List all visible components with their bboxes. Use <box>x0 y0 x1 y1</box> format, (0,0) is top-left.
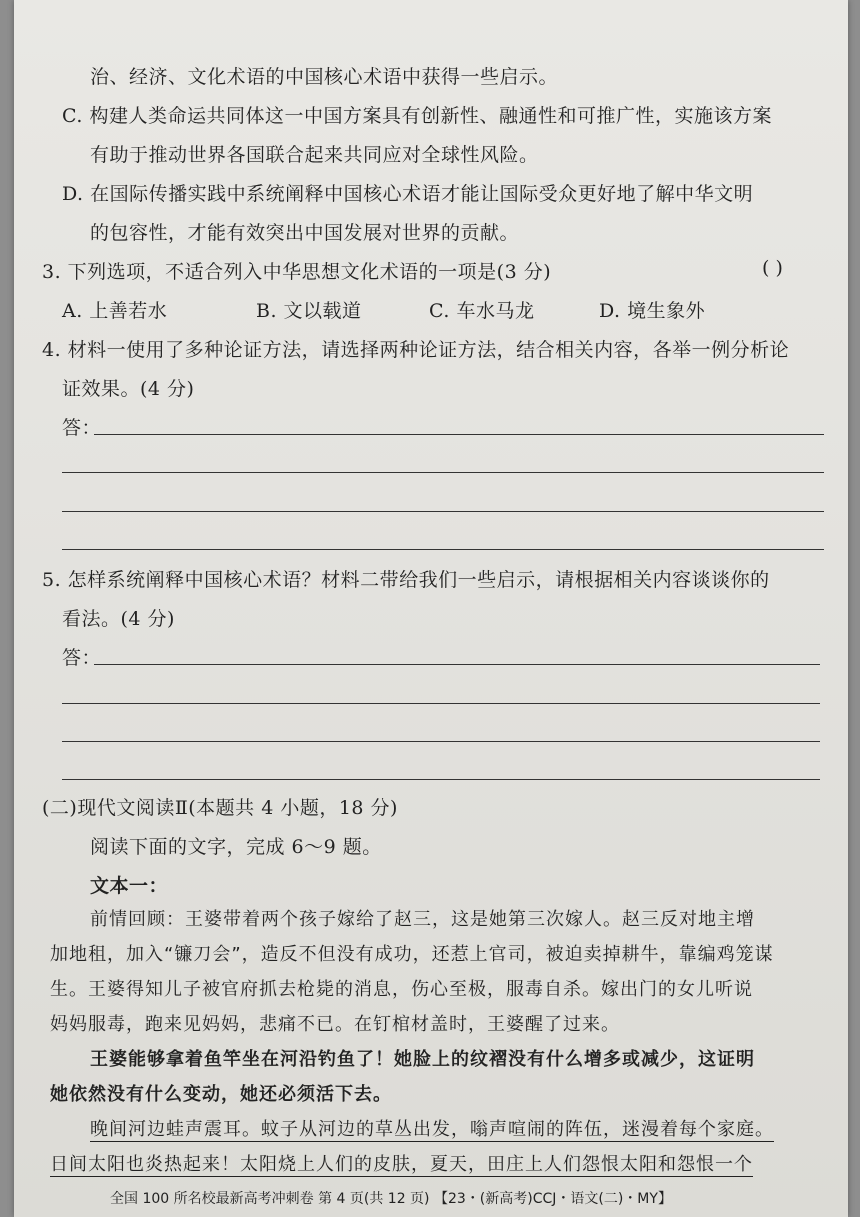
question-4-stem-line-2: 证效果。(4 分) <box>62 378 195 400</box>
section-2-heading: (二)现代文阅读Ⅱ(本题共 4 小题，18 分) <box>42 797 398 819</box>
question-4-stem-line-1: 4. 材料一使用了多种论证方法，请选择两种论证方法，结合相关内容，各举一例分析论 <box>42 339 790 361</box>
question-4-answer-line[interactable] <box>62 472 824 473</box>
question-4-answer-line[interactable] <box>94 434 824 435</box>
recap-line-4: 妈妈服毒，跑来见妈妈，悲痛不已。在钉棺材盖时，王婆醒了过来。 <box>50 1014 620 1035</box>
page-footer: 全国 100 所名校最新高考冲刺卷 第 4 页(共 12 页) 【23・(新高考)CCJ・语文(二)・MY】 <box>110 1191 672 1207</box>
story-paragraph-2-line-2: 日间太阳也炎热起来！太阳烧上人们的皮肤，夏天，田庄上人们怨恨太阳和怨恨一个 <box>50 1154 753 1175</box>
question-3-option-b: B. 文以载道 <box>256 300 362 322</box>
section-2-instruction: 阅读下面的文字，完成 6～9 题。 <box>90 836 382 858</box>
question-5-answer-line[interactable] <box>62 741 820 742</box>
option-c-line-1: C. 构建人类命运共同体这一中国方案具有创新性、融通性和可推广性，实施该方案 <box>62 105 772 127</box>
story-paragraph-1-line-1: 王婆能够拿着鱼竿坐在河沿钓鱼了！她脸上的纹褶没有什么增多或减少，这证明 <box>90 1049 755 1070</box>
story-paragraph-2-line-1: 晚间河边蛙声震耳。蚊子从河边的草丛出发，嗡声喧闹的阵伍，迷漫着每个家庭。 <box>90 1119 774 1140</box>
option-b-continuation: 治、经济、文化术语的中国核心术语中获得一些启示。 <box>90 66 559 88</box>
question-3-stem: 3. 下列选项，不适合列入中华思想文化术语的一项是(3 分) <box>42 261 552 283</box>
question-3-option-d: D. 境生象外 <box>599 300 706 322</box>
question-5-stem-line-2: 看法。(4 分) <box>62 608 175 630</box>
option-d-line-2: 的包容性，才能有效突出中国发展对世界的贡献。 <box>90 222 520 244</box>
question-3-option-c: C. 车水马龙 <box>429 300 535 322</box>
question-5-answer-line[interactable] <box>94 664 820 665</box>
option-d-line-1: D. 在国际传播实践中系统阐释中国核心术语才能让国际受众更好地了解中华文明 <box>62 183 754 205</box>
question-5-answer-line[interactable] <box>62 779 820 780</box>
exam-page <box>14 0 848 1217</box>
recap-line-2: 加地租，加入“镰刀会”，造反不但没有成功，还惹上官司，被迫卖掉耕牛，靠编鸡笼谋 <box>50 944 774 965</box>
question-4-answer-line[interactable] <box>62 549 824 550</box>
question-5-stem-line-1: 5. 怎样系统阐释中国核心术语？材料二带给我们一些启示，请根据相关内容谈谈你的 <box>42 569 770 591</box>
recap-line-1: 前情回顾：王婆带着两个孩子嫁给了赵三，这是她第三次嫁人。赵三反对地主增 <box>90 909 755 930</box>
text-one-heading: 文本一： <box>90 875 169 897</box>
question-5-answer-label: 答： <box>62 647 102 669</box>
question-4-answer-label: 答： <box>62 417 102 439</box>
question-5-answer-line[interactable] <box>62 703 820 704</box>
option-c-line-2: 有助于推动世界各国联合起来共同应对全球性风险。 <box>90 144 539 166</box>
question-3-option-a: A. 上善若水 <box>62 300 168 322</box>
question-3-answer-bracket[interactable]: ( ) <box>762 257 783 279</box>
question-4-answer-line[interactable] <box>62 511 824 512</box>
recap-line-3: 生。王婆得知儿子被官府抓去枪毙的消息，伤心至极，服毒自杀。嫁出门的女儿听说 <box>50 979 753 1000</box>
story-paragraph-1-line-2: 她依然没有什么变动，她还必须活下去。 <box>50 1084 392 1105</box>
